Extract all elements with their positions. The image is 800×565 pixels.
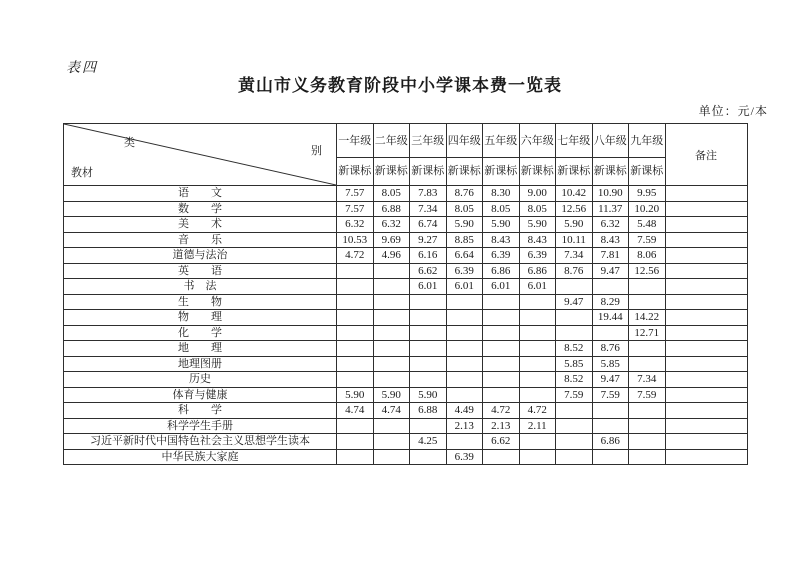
subject-label: 中华民族大家庭	[64, 449, 337, 465]
fee-cell	[373, 356, 410, 372]
fee-cell: 4.72	[519, 403, 556, 419]
fee-cell: 9.47	[592, 263, 629, 279]
fee-cell: 5.90	[519, 217, 556, 233]
subject-label: 道德与法治	[64, 248, 337, 264]
remark-cell	[665, 356, 747, 372]
fee-cell	[519, 310, 556, 326]
table-row	[64, 294, 748, 310]
fee-cell	[410, 356, 447, 372]
fee-cell: 6.86	[483, 263, 520, 279]
remark-cell	[665, 263, 747, 279]
subject-label: 书 法	[64, 279, 337, 295]
fee-cell	[483, 387, 520, 403]
subject-label: 科 学	[64, 403, 337, 419]
fee-cell	[483, 449, 520, 465]
fee-cell: 7.34	[629, 372, 666, 388]
table-row	[64, 248, 748, 264]
fee-cell	[410, 372, 447, 388]
fee-cell: 8.85	[446, 232, 483, 248]
fee-cell: 5.85	[556, 356, 593, 372]
grade-header-cell: 七年级	[556, 124, 593, 158]
fee-cell: 6.62	[483, 434, 520, 450]
fee-cell: 8.43	[519, 232, 556, 248]
remark-cell	[665, 217, 747, 233]
fee-cell: 6.32	[592, 217, 629, 233]
fee-cell: 5.90	[410, 387, 447, 403]
fee-cell: 6.62	[410, 263, 447, 279]
fee-cell: 7.34	[410, 201, 447, 217]
table-row	[64, 325, 748, 341]
remark-cell	[665, 232, 747, 248]
fee-cell: 7.83	[410, 186, 447, 202]
fee-cell: 9.27	[410, 232, 447, 248]
fee-cell: 6.16	[410, 248, 447, 264]
subheader-cell: 新课标	[556, 158, 593, 186]
fee-cell	[519, 372, 556, 388]
grade-header-cell: 五年级	[483, 124, 520, 158]
fee-cell	[446, 434, 483, 450]
fee-cell	[446, 325, 483, 341]
fee-cell: 7.81	[592, 248, 629, 264]
corner-cell	[64, 124, 337, 186]
fee-cell: 14.22	[629, 310, 666, 326]
fee-cell	[373, 449, 410, 465]
fee-cell	[629, 449, 666, 465]
remark-cell	[665, 325, 747, 341]
fee-cell	[556, 325, 593, 341]
fee-cell	[373, 418, 410, 434]
table-row	[64, 217, 748, 233]
fee-cell: 7.57	[337, 201, 374, 217]
fee-cell: 9.47	[556, 294, 593, 310]
fee-cell	[410, 341, 447, 357]
fee-cell: 8.43	[592, 232, 629, 248]
fee-cell	[629, 403, 666, 419]
unit-label: 单位：元/本	[698, 104, 768, 118]
fee-cell	[483, 294, 520, 310]
fee-cell: 9.47	[592, 372, 629, 388]
subject-label: 习近平新时代中国特色社会主义思想学生读本	[64, 434, 337, 450]
fee-cell	[592, 403, 629, 419]
fee-cell: 10.11	[556, 232, 593, 248]
remark-header-cell: 备注	[665, 124, 747, 186]
fee-cell	[410, 294, 447, 310]
corner-label-grade: 别	[311, 145, 322, 157]
subheader-cell: 新课标	[519, 158, 556, 186]
fee-cell: 5.90	[446, 217, 483, 233]
fee-cell	[337, 341, 374, 357]
fee-cell	[483, 372, 520, 388]
fee-cell	[556, 279, 593, 295]
table-row	[64, 434, 748, 450]
fee-cell: 5.85	[592, 356, 629, 372]
fee-cell: 12.56	[629, 263, 666, 279]
subject-label: 生 物	[64, 294, 337, 310]
fee-cell: 2.13	[483, 418, 520, 434]
subject-label: 地 理	[64, 341, 337, 357]
table-row	[64, 418, 748, 434]
fee-cell	[519, 294, 556, 310]
fee-cell: 8.43	[483, 232, 520, 248]
table-row	[64, 341, 748, 357]
corner-label-textbook: 教材	[71, 167, 93, 179]
fee-cell	[337, 325, 374, 341]
subheader-cell: 新课标	[337, 158, 374, 186]
fee-cell: 7.59	[629, 232, 666, 248]
fee-cell: 6.88	[373, 201, 410, 217]
fee-cell: 7.57	[337, 186, 374, 202]
fee-cell: 8.76	[592, 341, 629, 357]
fee-cell: 12.71	[629, 325, 666, 341]
fee-cell	[337, 449, 374, 465]
fee-cell: 8.29	[592, 294, 629, 310]
table-row	[64, 186, 748, 202]
fee-cell: 4.74	[337, 403, 374, 419]
fee-cell: 8.52	[556, 341, 593, 357]
grade-header-cell: 一年级	[337, 124, 374, 158]
fee-cell	[483, 325, 520, 341]
fee-cell: 8.05	[519, 201, 556, 217]
fee-cell	[410, 418, 447, 434]
table-row	[64, 232, 748, 248]
fee-table	[63, 123, 748, 465]
fee-cell	[373, 372, 410, 388]
subject-label: 数 学	[64, 201, 337, 217]
fee-cell	[410, 310, 447, 326]
fee-cell: 12.56	[556, 201, 593, 217]
fee-cell: 6.86	[592, 434, 629, 450]
table-row	[64, 387, 748, 403]
grade-header-cell: 九年级	[629, 124, 666, 158]
fee-cell: 4.72	[337, 248, 374, 264]
fee-cell	[337, 294, 374, 310]
fee-cell: 6.01	[519, 279, 556, 295]
fee-cell: 7.59	[556, 387, 593, 403]
table-number-tag: 表四	[66, 61, 98, 76]
fee-cell	[446, 372, 483, 388]
fee-cell	[556, 310, 593, 326]
fee-cell	[410, 325, 447, 341]
table-row	[64, 279, 748, 295]
fee-cell	[483, 341, 520, 357]
fee-cell	[337, 263, 374, 279]
fee-cell	[373, 294, 410, 310]
fee-cell: 6.39	[446, 449, 483, 465]
subject-label: 科学学生手册	[64, 418, 337, 434]
fee-cell: 6.01	[410, 279, 447, 295]
subheader-cell: 新课标	[592, 158, 629, 186]
table-row	[64, 310, 748, 326]
remark-cell	[665, 341, 747, 357]
fee-cell: 10.90	[592, 186, 629, 202]
grade-header-cell: 四年级	[446, 124, 483, 158]
fee-cell	[556, 418, 593, 434]
remark-cell	[665, 387, 747, 403]
fee-cell	[337, 372, 374, 388]
fee-cell: 8.52	[556, 372, 593, 388]
table-row	[64, 372, 748, 388]
fee-cell	[556, 434, 593, 450]
fee-cell: 8.76	[556, 263, 593, 279]
fee-cell	[483, 356, 520, 372]
subheader-cell: 新课标	[373, 158, 410, 186]
fee-cell: 6.39	[446, 263, 483, 279]
fee-cell	[519, 434, 556, 450]
fee-cell: 10.20	[629, 201, 666, 217]
fee-cell: 4.96	[373, 248, 410, 264]
subject-label: 体育与健康	[64, 387, 337, 403]
table-body	[64, 186, 748, 465]
table-row	[64, 201, 748, 217]
fee-cell: 8.30	[483, 186, 520, 202]
remark-cell	[665, 449, 747, 465]
fee-cell	[592, 449, 629, 465]
fee-cell: 9.69	[373, 232, 410, 248]
fee-cell	[373, 263, 410, 279]
fee-cell	[446, 356, 483, 372]
subject-label: 英 语	[64, 263, 337, 279]
fee-cell: 2.11	[519, 418, 556, 434]
remark-cell	[665, 201, 747, 217]
fee-cell	[373, 325, 410, 341]
fee-cell: 7.59	[592, 387, 629, 403]
subject-label: 美 术	[64, 217, 337, 233]
fee-cell: 6.39	[483, 248, 520, 264]
fee-cell: 2.13	[446, 418, 483, 434]
fee-cell	[629, 294, 666, 310]
remark-cell	[665, 418, 747, 434]
diagonal-line	[64, 124, 336, 185]
fee-cell	[446, 294, 483, 310]
fee-cell	[592, 325, 629, 341]
fee-cell	[592, 279, 629, 295]
fee-cell	[629, 418, 666, 434]
fee-cell	[483, 310, 520, 326]
subject-label: 地理图册	[64, 356, 337, 372]
remark-cell	[665, 310, 747, 326]
subject-label: 化 学	[64, 325, 337, 341]
fee-cell: 7.59	[629, 387, 666, 403]
subject-label: 物 理	[64, 310, 337, 326]
fee-cell	[410, 449, 447, 465]
fee-cell: 10.42	[556, 186, 593, 202]
fee-cell: 4.72	[483, 403, 520, 419]
remark-cell	[665, 294, 747, 310]
subheader-cell: 新课标	[483, 158, 520, 186]
fee-cell: 6.01	[446, 279, 483, 295]
subject-label: 语 文	[64, 186, 337, 202]
subheader-cell: 新课标	[446, 158, 483, 186]
subject-label: 音 乐	[64, 232, 337, 248]
fee-cell	[629, 341, 666, 357]
fee-cell: 5.90	[483, 217, 520, 233]
fee-cell	[373, 341, 410, 357]
fee-cell: 5.48	[629, 217, 666, 233]
fee-cell	[629, 356, 666, 372]
fee-cell	[519, 325, 556, 341]
fee-cell	[556, 403, 593, 419]
fee-cell: 4.49	[446, 403, 483, 419]
fee-cell: 6.74	[410, 217, 447, 233]
fee-cell	[337, 434, 374, 450]
fee-cell	[373, 434, 410, 450]
fee-cell	[446, 310, 483, 326]
remark-cell	[665, 248, 747, 264]
fee-cell: 4.25	[410, 434, 447, 450]
subject-label: 历史	[64, 372, 337, 388]
grade-header-cell: 三年级	[410, 124, 447, 158]
fee-cell	[337, 418, 374, 434]
remark-cell	[665, 403, 747, 419]
fee-cell: 10.53	[337, 232, 374, 248]
fee-cell	[337, 310, 374, 326]
table-row	[64, 263, 748, 279]
fee-cell: 8.05	[446, 201, 483, 217]
fee-cell: 6.86	[519, 263, 556, 279]
subheader-cell: 新课标	[629, 158, 666, 186]
fee-cell: 5.90	[373, 387, 410, 403]
grade-header-cell: 二年级	[373, 124, 410, 158]
fee-cell	[519, 387, 556, 403]
remark-cell	[665, 279, 747, 295]
fee-cell: 11.37	[592, 201, 629, 217]
fee-cell	[446, 387, 483, 403]
fee-cell: 6.88	[410, 403, 447, 419]
fee-cell: 8.05	[483, 201, 520, 217]
fee-cell: 6.64	[446, 248, 483, 264]
fee-cell	[373, 310, 410, 326]
fee-cell	[519, 449, 556, 465]
header-row-grades	[64, 124, 748, 158]
fee-cell: 6.01	[483, 279, 520, 295]
fee-cell: 9.00	[519, 186, 556, 202]
fee-cell	[337, 356, 374, 372]
fee-cell: 6.32	[373, 217, 410, 233]
remark-cell	[665, 372, 747, 388]
fee-cell: 5.90	[337, 387, 374, 403]
fee-cell	[592, 418, 629, 434]
grade-header-cell: 六年级	[519, 124, 556, 158]
fee-cell: 4.74	[373, 403, 410, 419]
fee-cell: 7.34	[556, 248, 593, 264]
fee-cell	[337, 279, 374, 295]
fee-cell	[629, 279, 666, 295]
fee-cell	[556, 449, 593, 465]
fee-cell: 9.95	[629, 186, 666, 202]
table-row	[64, 403, 748, 419]
subheader-cell: 新课标	[410, 158, 447, 186]
fee-cell: 8.05	[373, 186, 410, 202]
fee-cell	[629, 434, 666, 450]
grade-header-cell: 八年级	[592, 124, 629, 158]
fee-cell: 5.90	[556, 217, 593, 233]
fee-cell: 8.76	[446, 186, 483, 202]
fee-cell	[373, 279, 410, 295]
remark-cell	[665, 186, 747, 202]
fee-cell	[446, 341, 483, 357]
fee-cell: 6.39	[519, 248, 556, 264]
fee-cell: 19.44	[592, 310, 629, 326]
remark-cell	[665, 434, 747, 450]
table-row	[64, 449, 748, 465]
fee-cell	[519, 341, 556, 357]
fee-cell: 8.06	[629, 248, 666, 264]
fee-cell: 6.32	[337, 217, 374, 233]
corner-label-category: 类	[124, 137, 135, 149]
page-title: 黄山市义务教育阶段中小学课本费一览表	[238, 76, 562, 95]
table-row	[64, 356, 748, 372]
fee-cell	[519, 356, 556, 372]
